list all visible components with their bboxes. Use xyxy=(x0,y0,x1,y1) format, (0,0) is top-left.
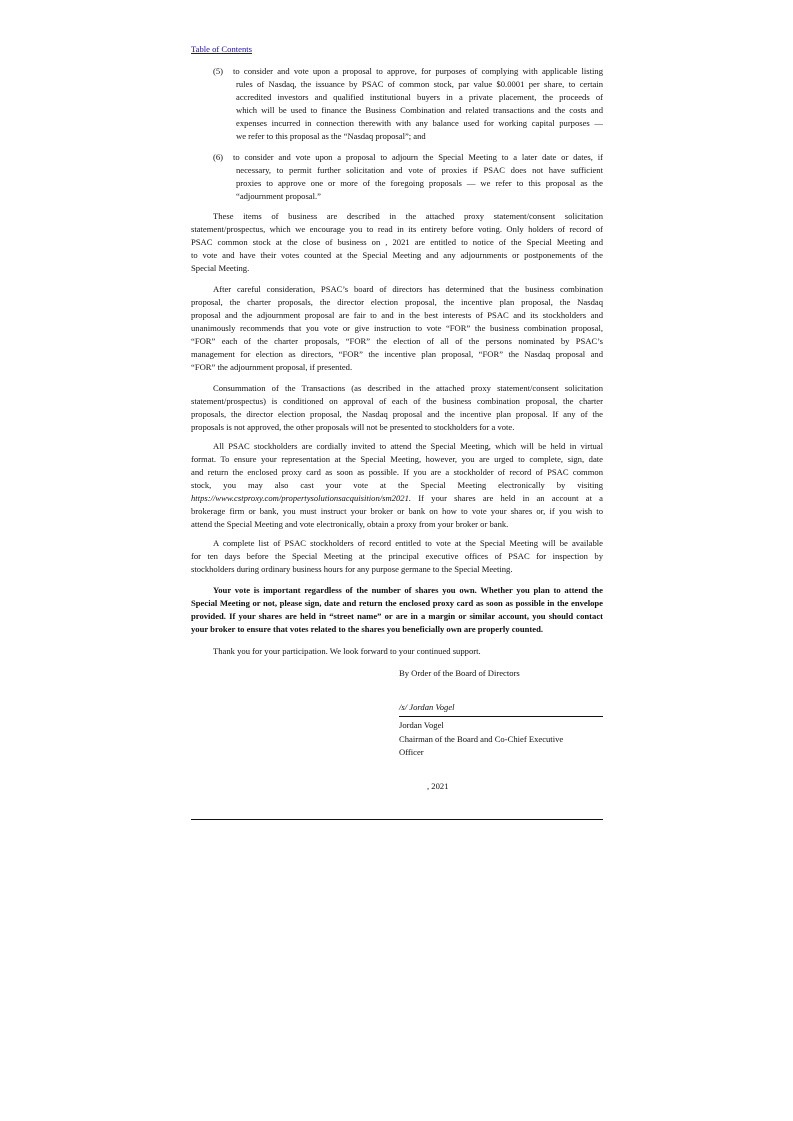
text-line: and return the enclosed proxy card as soon as possible. If you are a stockholder of record of PSAC common xyxy=(191,467,603,477)
item-number: (6) xyxy=(213,152,224,162)
text-line: “FOR” the adjournment proposal, if presented. xyxy=(191,362,353,372)
text-line: statement/prospectus, which we encourage you to read in its entirety before voting. Only holders of record of xyxy=(191,224,603,234)
table-of-contents-link[interactable]: Table of Contents xyxy=(191,44,252,54)
text-line: “FOR” each of the charter proposals, “FOR” the election of all of the persons nominated by PSAC’s xyxy=(191,336,603,346)
text-line: necessary, to permit further solicitation and vote of proxies if PSAC does not have sufficient xyxy=(236,165,603,175)
text-line: provided. If your shares are held in “street name” or are in a margin or similar account, you should contact xyxy=(191,611,603,621)
text-line: A complete list of PSAC stockholders of record entitled to vote at the Special Meeting will be available xyxy=(213,538,603,548)
item-number: (5) xyxy=(213,66,224,76)
text-line: we refer to this proposal as the “Nasdaq proposal”; and xyxy=(236,131,426,141)
signer-title-cont: Officer xyxy=(399,747,424,757)
proxy-url: https://www.cstproxy.com/propertysolutionsacquisition/sm2021. xyxy=(191,493,412,503)
letter-date: , 2021 xyxy=(427,781,449,791)
text-line: to consider and vote upon a proposal to adjourn the Special Meeting to a later date or dates, if xyxy=(233,152,603,162)
text-line: proposals, the director election proposal, the Nasdaq proposal and the incentive plan proposal. If any of the xyxy=(191,409,603,419)
paragraph-stockholder-list xyxy=(191,537,603,576)
text-line: Special Meeting. xyxy=(191,263,250,273)
text-line: which will be used to finance the Business Combination and related transactions and the costs and xyxy=(236,105,603,115)
text-line: expenses incurred in connection therewith with any balance used for working capital purposes — xyxy=(236,118,603,128)
text-line: to consider and vote upon a proposal to approve, for purposes of complying with applicable listing xyxy=(233,66,603,76)
text-line: Thank you for your participation. We look forward to your continued support. xyxy=(213,646,481,656)
text-line: attend the Special Meeting and vote electronically, obtain a proxy from your broker or bank. xyxy=(191,519,509,529)
text-line: proxies to approve one or more of the foregoing proposals — we refer to this proposal as the xyxy=(236,178,603,188)
text-line: accredited investors and qualified institutional buyers in a private placement, the proceeds of xyxy=(236,92,603,102)
text-line: https://www.cstproxy.com/propertysolutionsacquisition/sm2021. If your shares are held in an account at a xyxy=(191,493,603,503)
text-line: proposals is not approved, the other proposals will not be presented to stockholders for a vote. xyxy=(191,422,515,432)
signature-line xyxy=(399,716,603,717)
text-line: Special Meeting or not, please sign, date and return the enclosed proxy card as soon as possible in the envelope xyxy=(191,598,603,608)
paragraph-vote-important xyxy=(191,584,603,636)
text-line: your broker to ensure that votes related to the shares you beneficially own are properly counted. xyxy=(191,624,544,634)
page-divider xyxy=(191,819,603,820)
text-line: These items of business are described in the attached proxy statement/consent solicitation xyxy=(213,211,603,221)
text-line: stockholders during ordinary business hours for any purpose germane to the Special Meeting. xyxy=(191,564,513,574)
text-line: format. To ensure your representation at the Special Meeting, however, you are urged to complete, sign, date xyxy=(191,454,603,464)
text-line: management for election as directors, “FOR” the incentive plan proposal, “FOR” the Nasdaq proposal and xyxy=(191,349,603,359)
signer-title: Chairman of the Board and Co-Chief Executive xyxy=(399,734,564,744)
paragraph-attend-meeting xyxy=(191,440,603,531)
text-line: proposal and the adjournment proposal are fair to and in the best interests of PSAC and its stockholders and xyxy=(191,310,603,320)
text-line: Your vote is important regardless of the number of shares you own. Whether you plan to attend the xyxy=(213,585,603,595)
text-line: PSAC common stock at the close of business on , 2021 are entitled to notice of the Special Meeting and xyxy=(191,237,603,247)
text-line: for ten days before the Special Meeting at the principal executive offices of PSAC for inspection by xyxy=(191,551,603,561)
signer-name: Jordan Vogel xyxy=(399,720,444,730)
text-line: Consummation of the Transactions (as described in the attached proxy statement/consent solicitation xyxy=(213,383,603,393)
text-line: to vote and have their votes counted at the Special Meeting and any adjournments or postponements of the xyxy=(191,250,603,260)
list-item-nasdaq-proposal xyxy=(233,65,603,143)
paragraph-thank-you xyxy=(191,645,603,658)
paragraph-consummation xyxy=(191,382,603,434)
text-line: After careful consideration, PSAC’s board of directors has determined that the business combination xyxy=(213,284,603,294)
text-line: All PSAC stockholders are cordially invited to attend the Special Meeting, which will be held in virtual xyxy=(213,441,603,451)
text-line: proposal, the charter proposals, the director election proposal, the incentive plan proposal, the Nasdaq xyxy=(191,297,603,307)
text-line: “adjournment proposal.” xyxy=(236,191,321,201)
list-item-adjournment-proposal xyxy=(233,151,603,203)
paragraph-items-of-business xyxy=(191,210,603,275)
by-order-text: By Order of the Board of Directors xyxy=(399,668,520,678)
paragraph-board-recommendation xyxy=(191,283,603,374)
signature: /s/ Jordan Vogel xyxy=(399,702,455,712)
text-line: unanimously recommends that you vote or give instruction to vote “FOR” the business combination proposal, xyxy=(191,323,603,333)
text-line: rules of Nasdaq, the issuance by PSAC of common stock, par value $0.0001 per share, to certain xyxy=(236,79,603,89)
text-line: stock, you may also cast your vote at the Special Meeting electronically by visiting xyxy=(191,480,603,490)
text-line: brokerage firm or bank, you must instruct your broker or bank on how to vote your shares or, if you wish to xyxy=(191,506,603,516)
text-line: statement/prospectus) is conditioned on approval of each of the business combination proposal, the charter xyxy=(191,396,603,406)
